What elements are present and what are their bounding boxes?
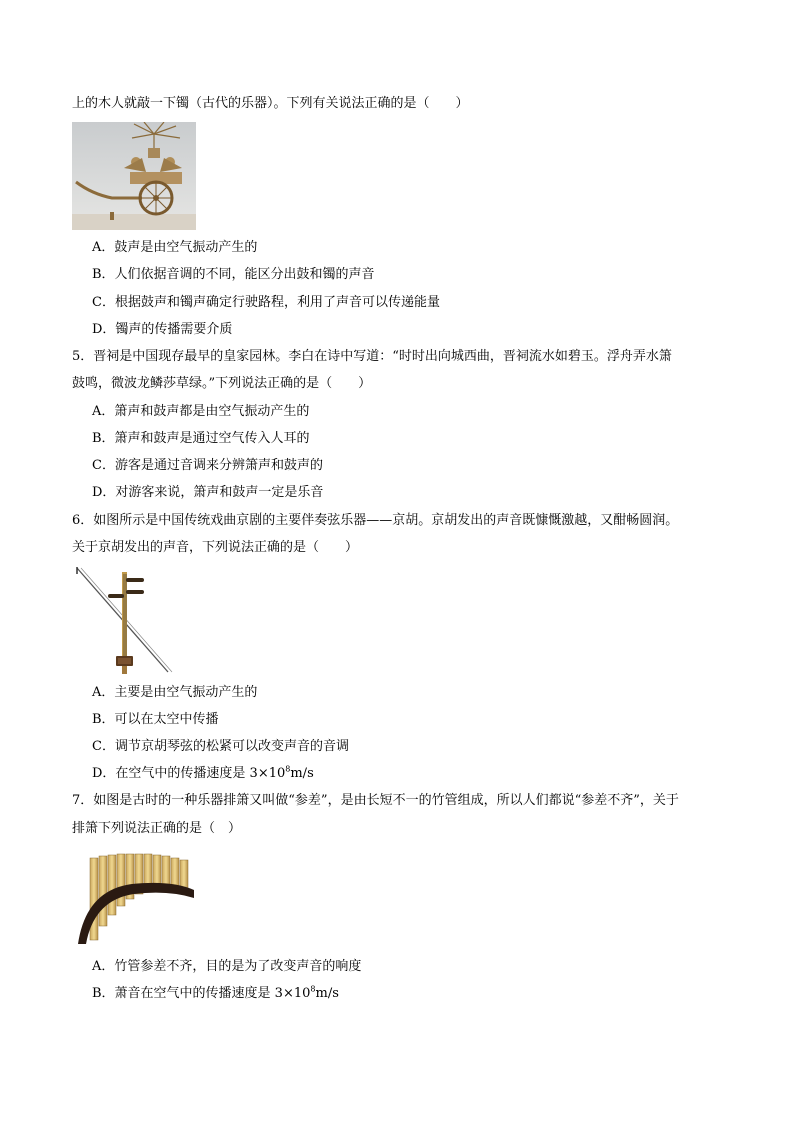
q6-option-d [92, 765, 314, 783]
drum-carriage-image [72, 122, 196, 230]
q6-stem-line-2: 关于京胡发出的声音，下列说法正确的是（ ） [72, 540, 359, 555]
q6-option-d-text: D．在空气中的传播速度是 3×10 [92, 766, 286, 781]
q7-option-b-exponent: 8 [310, 984, 316, 994]
q7-stem-line-1: 7．如图是古时的一种乐器排箫又叫做“参差”，是由长短不一的竹管组成，所以人们都说“参差不齐”，关于 [72, 793, 679, 808]
q7-stem-line-2: 排箫下列说法正确的是（ ） [72, 821, 242, 836]
q6-option-c: C．调节京胡琴弦的松紧可以改变声音的音调 [92, 739, 349, 754]
q6-option-b: B．可以在太空中传播 [92, 712, 219, 727]
q4-option-a: A．鼓声是由空气振动产生的 [92, 240, 258, 255]
q5-option-b: B．箫声和鼓声是通过空气传入人耳的 [92, 431, 310, 446]
q5-option-a: A．箫声和鼓声都是由空气振动产生的 [92, 404, 310, 419]
q7-option-b [92, 985, 339, 1003]
question-4-stem-tail: 上的木人就敲一下镯（古代的乐器）。下列有关说法正确的是（ ） [72, 96, 469, 111]
jinghu-image [72, 564, 176, 676]
q5-option-d: D．对游客来说，箫声和鼓声一定是乐音 [92, 485, 324, 500]
q7-option-a: A．竹管参差不齐，目的是为了改变声音的响度 [92, 959, 362, 974]
q5-stem-line-1: 5．晋祠是中国现存最早的皇家园林。李白在诗中写道：“时时出向城西曲，晋祠流水如碧玉。浮舟弄水箫 [72, 349, 672, 364]
q6-option-d-unit: m/s [290, 766, 314, 781]
q6-option-d-exponent: 8 [285, 764, 291, 774]
q5-stem-line-2: 鼓鸣，微波龙鳞莎草绿。”下列说法正确的是（ ） [72, 376, 372, 391]
q7-option-b-unit: m/s [315, 986, 339, 1001]
q4-option-b: B．人们依据音调的不同，能区分出鼓和镯的声音 [92, 267, 375, 282]
q6-stem-line-1: 6．如图所示是中国传统戏曲京剧的主要伴奏弦乐器——京胡。京胡发出的声音既慷慨激越，又酣畅圆润。 [72, 513, 679, 528]
q7-option-b-text: B．萧音在空气中的传播速度是 3×10 [92, 986, 311, 1001]
q4-option-c: C．根据鼓声和镯声确定行驶路程，利用了声音可以传递能量 [92, 295, 440, 310]
q4-option-d: D．镯声的传播需要介质 [92, 322, 233, 337]
pan-flute-image [72, 850, 196, 946]
q6-option-a: A．主要是由空气振动产生的 [92, 685, 258, 700]
q5-option-c: C．游客是通过音调来分辨箫声和鼓声的 [92, 458, 323, 473]
